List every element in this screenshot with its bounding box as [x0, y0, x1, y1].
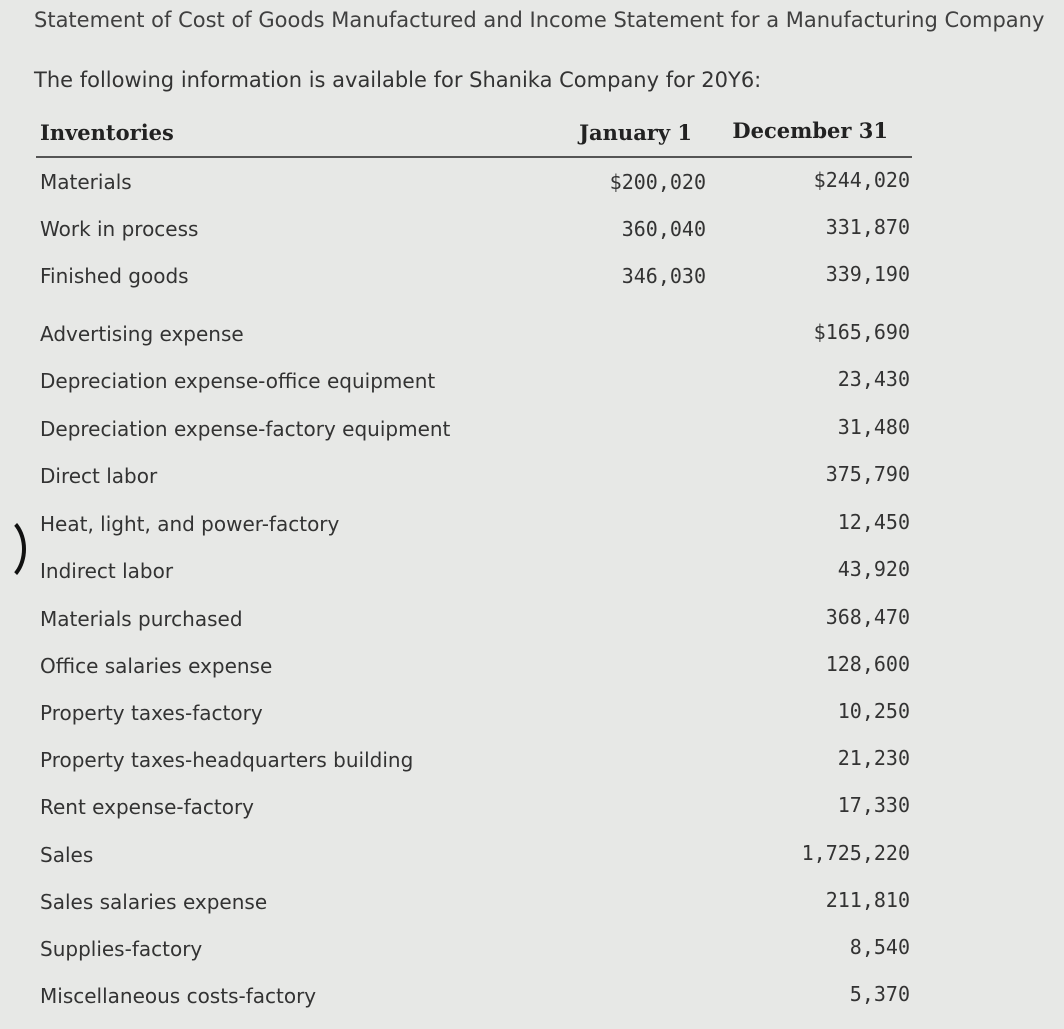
expense-label: Supplies-factory [40, 937, 203, 961]
expense-value: 8,540 [849, 935, 910, 959]
expense-label: Office salaries expense [40, 654, 273, 678]
expense-value: 21,230 [837, 746, 910, 770]
expense-row [36, 742, 912, 782]
header-inventories: Inventories [40, 120, 174, 145]
expense-label: Direct labor [40, 464, 158, 488]
expense-label: Advertising expense [40, 322, 244, 346]
expense-label: Depreciation expense-office equipment [40, 369, 436, 393]
expense-value: 5,370 [849, 982, 910, 1006]
edge-arc-mark [0, 514, 26, 584]
expense-value: 211,810 [825, 888, 910, 912]
expense-value: 23,430 [837, 367, 910, 391]
expense-value: 17,330 [837, 793, 910, 817]
expense-row [36, 601, 912, 641]
expense-row [36, 884, 912, 924]
row-january-value: $200,020 [609, 170, 706, 194]
expense-row [36, 978, 912, 1018]
expense-row [36, 316, 912, 356]
expense-label: Depreciation expense-factory equipment [40, 417, 451, 441]
expense-value: 375,790 [825, 462, 910, 486]
expense-label: Property taxes-headquarters building [40, 748, 414, 772]
expense-value: 31,480 [837, 415, 910, 439]
row-label: Finished goods [40, 264, 189, 288]
expense-value: 128,600 [825, 652, 910, 676]
row-label: Work in process [40, 217, 199, 241]
expense-row [36, 789, 912, 829]
intro-text: The following information is available for Shanika Company for 20Y6: [34, 68, 762, 92]
expense-value: 12,450 [837, 510, 910, 534]
table-row-work-in-process [36, 211, 912, 251]
expense-label: Materials purchased [40, 607, 243, 631]
header-january-1: January 1 [579, 120, 692, 145]
expense-value: $165,690 [813, 320, 910, 344]
expense-row [36, 695, 912, 735]
expense-value: 1,725,220 [801, 841, 910, 865]
expense-row [36, 458, 912, 498]
expense-row [36, 931, 912, 971]
page-title: Statement of Cost of Goods Manufactured and Income Statement for a Manufacturing Company [34, 8, 1045, 32]
expense-row [36, 363, 912, 403]
table-row-finished-goods [36, 258, 912, 298]
expense-row [36, 411, 912, 451]
row-january-value: 360,040 [621, 217, 706, 241]
expense-row [36, 648, 912, 688]
row-december-value: 331,870 [825, 215, 910, 239]
expense-row [36, 506, 912, 546]
row-december-value: 339,190 [825, 262, 910, 286]
expense-label: Sales salaries expense [40, 890, 268, 914]
expense-label: Rent expense-factory [40, 795, 255, 819]
expense-value: 368,470 [825, 605, 910, 629]
expense-label: Miscellaneous costs-factory [40, 984, 317, 1008]
expense-label: Property taxes-factory [40, 701, 263, 725]
expense-label: Indirect labor [40, 559, 174, 583]
expense-row [36, 837, 912, 877]
table-header [36, 116, 912, 158]
expense-label: Sales [40, 843, 94, 867]
expense-label: Heat, light, and power-factory [40, 512, 340, 536]
table-row-materials [36, 164, 912, 204]
row-january-value: 346,030 [621, 264, 706, 288]
row-december-value: $244,020 [813, 168, 910, 192]
expense-value: 10,250 [837, 699, 910, 723]
expense-value: 43,920 [837, 557, 910, 581]
row-label: Materials [40, 170, 132, 194]
header-december-31: December 31 [732, 118, 888, 143]
expense-row [36, 553, 912, 593]
